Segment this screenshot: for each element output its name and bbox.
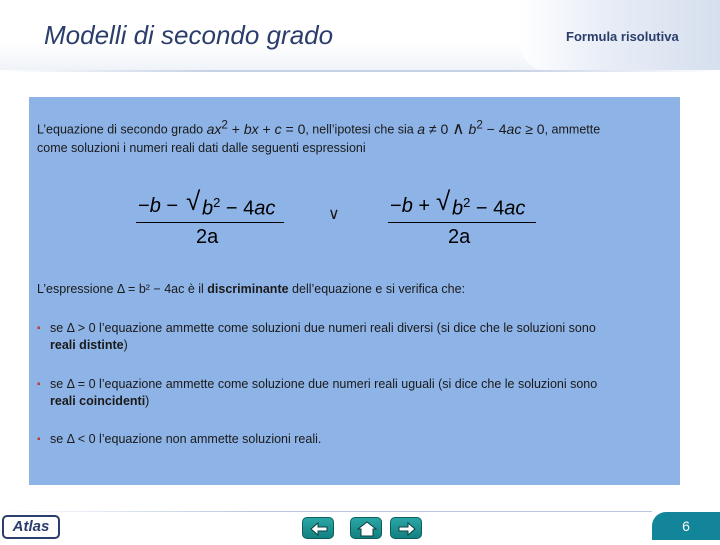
discr-term: discriminante bbox=[207, 282, 289, 296]
atlas-logo bbox=[2, 515, 60, 539]
left-fraction-bar bbox=[136, 222, 284, 223]
right-fraction-bar bbox=[388, 222, 536, 223]
bullet-bold: reali coincidenti bbox=[50, 394, 146, 408]
bullet-marker: ▪ bbox=[37, 434, 41, 445]
intro-equation: $ax^2$ + bx + c = 0 bbox=[206, 118, 306, 137]
discr-expression: Δ = b² − 4ac bbox=[116, 282, 185, 296]
bullet-continuation bbox=[50, 337, 677, 354]
right-numerator: −b + bbox=[390, 195, 431, 217]
bullet-tail: ) bbox=[123, 338, 128, 352]
bullet-delta-positive bbox=[37, 320, 677, 354]
or-symbol: ∨ bbox=[328, 206, 340, 223]
footer-divider bbox=[0, 511, 652, 512]
arrow-right-icon bbox=[391, 518, 423, 540]
bullet-continuation bbox=[50, 393, 677, 410]
sqrt-left-icon: √ bbox=[186, 186, 201, 216]
intro-paragraph bbox=[37, 116, 677, 157]
intro-text-2: , nell’ipotesi che sia bbox=[305, 122, 418, 137]
logo-text: Atlas bbox=[12, 518, 50, 535]
discr-text-1: L’espressione bbox=[37, 282, 117, 296]
discriminant-paragraph bbox=[37, 281, 677, 297]
bullet-text: se Δ = 0 l’equazione ammette come soluzione due numeri reali uguali (si dice che le soluzioni sono bbox=[50, 377, 598, 391]
left-denominator: 2a bbox=[196, 226, 219, 248]
bullet-marker: ▪ bbox=[37, 379, 41, 390]
bullet-marker: ▪ bbox=[37, 323, 41, 334]
sqrt-right-icon: √ bbox=[436, 186, 451, 216]
header-divider bbox=[0, 70, 720, 72]
left-radicand: $b^2 - 4ac$ bbox=[202, 195, 276, 220]
prev-button[interactable] bbox=[302, 517, 334, 539]
section-subtitle: Formula risolutiva bbox=[566, 29, 679, 44]
page-title: Modelli di secondo grado bbox=[44, 20, 334, 50]
intro-text-line2: come soluzioni i numeri reali dati dalle seguenti espressioni bbox=[37, 140, 366, 155]
page-number: 6 bbox=[682, 518, 690, 534]
intro-text-3: , ammette bbox=[544, 122, 601, 137]
bullet-tail: ) bbox=[145, 394, 150, 408]
home-button[interactable] bbox=[350, 517, 382, 539]
arrow-left-icon bbox=[303, 518, 335, 540]
intro-text-1: L’equazione di secondo grado bbox=[37, 122, 207, 137]
bullet-text: se Δ > 0 l’equazione ammette come soluzioni due numeri reali diversi (si dice che le soluzioni sono bbox=[50, 321, 596, 335]
right-radicand: $b^2 - 4ac$ bbox=[452, 195, 526, 220]
next-button[interactable] bbox=[390, 517, 422, 539]
left-numerator: −b − bbox=[138, 195, 179, 217]
bullet-bold: reali distinte bbox=[50, 338, 124, 352]
discr-text-2: è il bbox=[184, 282, 208, 296]
bullet-text: se Δ < 0 l’equazione non ammette soluzioni reali. bbox=[50, 432, 322, 446]
bullet-delta-zero bbox=[37, 376, 677, 410]
bullet-delta-negative bbox=[37, 431, 677, 448]
home-icon bbox=[351, 518, 383, 540]
right-denominator: 2a bbox=[448, 226, 471, 248]
discr-text-3: dell’equazione e si verifica che: bbox=[288, 282, 466, 296]
intro-condition: a ≠ 0 ∧ $b^2 - 4ac \ge 0$ bbox=[417, 118, 545, 138]
